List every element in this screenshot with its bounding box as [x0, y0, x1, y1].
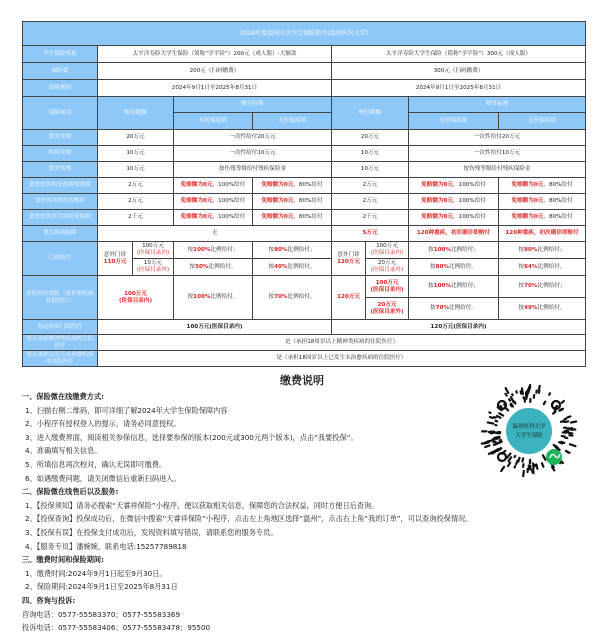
list-item: 5、所填信息再次校对，确认无误即可缴费。 [22, 458, 472, 472]
section-heading: 缴费说明 [0, 374, 604, 388]
deductible-text: 免赔额为0元 [261, 214, 293, 220]
cell [174, 259, 253, 276]
cell [253, 276, 332, 320]
t: 按 [428, 283, 434, 289]
cell [174, 178, 253, 194]
cell-text: (医保目录外) [371, 267, 403, 273]
cell-text: 110万元 [104, 259, 127, 265]
table-row [23, 130, 586, 146]
cell: 按伤残等级给付残疾保险金 [174, 162, 332, 178]
cell [499, 259, 586, 276]
table-row [23, 46, 586, 63]
deductible-text: 免赔额为0元 [261, 182, 293, 188]
qr-module [506, 388, 509, 393]
qr-module [571, 421, 576, 422]
t: 100% [193, 247, 210, 253]
cell [366, 242, 409, 259]
cell: 一次性给付10万元 [409, 146, 586, 162]
cell [499, 210, 586, 226]
row-label: 疾病身故 [23, 146, 98, 162]
qr-module [566, 421, 569, 422]
t: 64% [524, 264, 537, 270]
table-row [23, 146, 586, 162]
header-with-insurance: 有医保报销 [174, 113, 253, 130]
table-row [23, 242, 586, 259]
t: 比例给付。 [538, 305, 566, 311]
cell: 120万元 [332, 276, 366, 320]
cell-text: (医保目录内) [119, 298, 152, 304]
deductible-text: 免赔额为0元 [421, 198, 453, 204]
table-row [23, 194, 586, 210]
qr-module [539, 391, 540, 393]
t: 70% [436, 305, 449, 311]
header-standard: 赔付标准 [409, 97, 586, 113]
qr-module [509, 457, 512, 461]
qr-module [499, 413, 503, 415]
qr-module [493, 442, 495, 443]
cell-text: (医保目录外) [137, 267, 169, 273]
t: 比例给付； [451, 283, 479, 289]
t: 40% [274, 264, 287, 270]
qr-module [516, 461, 517, 464]
t: 比例给付。 [449, 264, 477, 270]
section-title: 四、咨询与投诉: [22, 594, 472, 608]
row-label: 重大疾病保障 [23, 226, 98, 242]
qr-module [485, 446, 489, 448]
list-item: 3、进入缴费界面，阅读相关参保信息，选择要参保的版本(200元或300元两个版本)，点击“我要投保”。 [22, 431, 472, 445]
table-row [23, 63, 586, 80]
t: 100% [434, 247, 451, 253]
cell: 2万元 [332, 178, 409, 194]
table-row [23, 276, 586, 298]
t: 比例给付。 [288, 294, 316, 300]
cell [409, 194, 499, 210]
qr-module [496, 442, 501, 444]
cell [409, 276, 499, 298]
cell [366, 259, 409, 276]
plan-a-name: 太平洋寿险大学生保险（简称“学平险”）200元（成人版）-大额款 [98, 46, 332, 63]
cell-text: 100万元 [376, 280, 399, 286]
deductible-text: 免赔额为0元 [511, 182, 543, 188]
row-label: 是否承担以发生未治愈疾病的住院医疗 [23, 351, 98, 367]
deductible-text: 免赔额为0元 [181, 198, 213, 204]
qr-module [522, 388, 523, 394]
cell [98, 242, 133, 276]
qr-module [544, 402, 545, 404]
pay-text: ，80%给付 [293, 214, 322, 220]
cell-text: 100万元 [142, 243, 164, 249]
cell [133, 242, 174, 259]
cell: 2千元 [98, 210, 174, 226]
list-item: 2、【投保查询】投保成功后，在微信中搜索“天睿祥保险”小程序，点击左上角地区选择“温州”，点击右上角“我的订单”，可以查询投保情况。 [22, 512, 472, 526]
pay-text: ，100%给付 [213, 182, 246, 188]
t: 按 [519, 264, 525, 270]
qr-module [509, 399, 510, 400]
header-item: 保障项目 [23, 97, 98, 130]
cell [499, 276, 586, 298]
cell-text: (医保目录内) [370, 287, 403, 293]
table-row [23, 210, 586, 226]
t: 80% [436, 264, 449, 270]
qr-module [508, 463, 510, 466]
qr-module [565, 419, 567, 420]
qr-module [505, 394, 506, 396]
header-standard: 赔付标准 [174, 97, 332, 113]
header-without-insurance: 无医保报销 [253, 113, 332, 130]
qr-module [495, 421, 497, 422]
complaint-phone: 投诉电话：0577-55583406；0577-55583478；95500 [22, 621, 472, 635]
cell [499, 178, 586, 194]
cell-text: (医保目录内) [137, 250, 169, 256]
cell: 100万元(医保目录内) [98, 320, 332, 335]
t: 按 [519, 283, 525, 289]
t: 按 [269, 247, 275, 253]
cell [174, 210, 253, 226]
cell-text: (医保目录内) [371, 250, 403, 256]
t: 100% [193, 294, 210, 300]
cell-text: 100万元 [376, 243, 398, 249]
qr-module [553, 412, 555, 414]
cell [133, 259, 174, 276]
t: 100% [434, 283, 451, 289]
t: 按 [188, 247, 194, 253]
cell: 2万元 [98, 194, 174, 210]
pay-text: ，100%给付 [453, 198, 486, 204]
list-item: 6、如遇缴费问题，请关闭微信后重新扫码进入。 [22, 472, 472, 486]
plan-b-name: 太平洋寿险大学生保险（简称“学平险”）300元（成人版） [332, 46, 586, 63]
cell [332, 242, 366, 276]
cell [366, 276, 409, 298]
t: 按 [519, 305, 525, 311]
t: 49% [524, 305, 537, 311]
plan-b-premium: 300元（扫码缴费） [332, 63, 586, 80]
row-label: 意外伤害的牙齿修复费用 [23, 178, 98, 194]
cell: 120种重疾，初次确诊即赔付 [409, 226, 499, 242]
pay-text: ，80%给付 [543, 198, 572, 204]
cell: 无 [98, 226, 332, 242]
cell [253, 194, 332, 210]
cell: 10万元 [98, 146, 174, 162]
plan-a-premium: 200元（扫码缴费） [98, 63, 332, 80]
t: 80% [524, 247, 537, 253]
qr-module [559, 442, 562, 443]
qr-module [522, 458, 523, 461]
cell: 20万元 [98, 130, 174, 146]
cell: 120种重疾，初次确诊即赔付 [499, 226, 586, 242]
row-label: 保险期间 [23, 80, 98, 97]
qr-module [567, 452, 569, 453]
t: 70% [274, 294, 287, 300]
cell: 20万元 [332, 130, 409, 146]
pay-text: ，80%给付 [293, 198, 322, 204]
svg-text:温州医科大学: 温州医科大学 [512, 422, 546, 430]
list-item: 2、小程序有授权登入的提示，请务必同意授权。 [22, 417, 472, 431]
section-title: 三、缴费时间和保险期间: [22, 553, 472, 567]
t: 比例给付； [538, 283, 566, 289]
qr-module [506, 408, 508, 410]
cell [409, 178, 499, 194]
section-title: 一、保险微在线缴费方式: [22, 390, 472, 404]
qr-module [493, 438, 498, 439]
qr-module [488, 422, 494, 423]
cell [174, 194, 253, 210]
t: 按 [188, 294, 194, 300]
deductible-text: 免赔额为0元 [181, 214, 213, 220]
qr-module [568, 416, 571, 417]
cell [253, 259, 332, 276]
cell: 一次性给付10万元 [174, 146, 332, 162]
header-limit: 赔付限额 [332, 97, 409, 130]
table-row [23, 351, 586, 367]
qr-module [539, 386, 540, 390]
row-label: 住院医疗保险（意外和疾病住院医疗） [23, 276, 98, 320]
qr-module [562, 401, 564, 403]
qr-module [523, 471, 524, 476]
header-without-insurance: 无医保报销 [499, 113, 586, 130]
table-row [23, 320, 586, 335]
qr-module [542, 463, 543, 466]
pay-text: ，100%给付 [453, 182, 486, 188]
cell-text: 10万元 [144, 260, 162, 266]
cell: 5万元 [332, 226, 409, 242]
cell [409, 210, 499, 226]
cell-text: 20万元 [378, 302, 397, 308]
plan-b-period: 2024年9月1日至2025年8月31日 [332, 80, 586, 97]
row-label: 特定疾病门诊医疗 [23, 320, 98, 335]
cell [98, 276, 174, 320]
t: 按 [428, 247, 434, 253]
cell [253, 178, 332, 194]
svg-text:大学生保险: 大学生保险 [515, 431, 543, 439]
cell-text: 意外门诊 [104, 252, 126, 258]
t: 按 [519, 247, 525, 253]
insurance-table [22, 21, 586, 367]
cell: 2万元 [332, 194, 409, 210]
qr-module [543, 455, 546, 460]
wechat-miniprogram-icon [546, 449, 562, 465]
qr-module [533, 463, 534, 468]
t: 比例给付； [288, 247, 316, 253]
t: 按 [430, 264, 436, 270]
t: 比例给付； [538, 247, 566, 253]
list-item: 4、准确填写相关信息。 [22, 444, 472, 458]
deductible-text: 免赔额为0元 [511, 214, 543, 220]
qr-module [549, 393, 550, 395]
deductible-text: 免赔额为0元 [261, 198, 293, 204]
qr-module [570, 444, 576, 446]
row-label: 学生保险体系 [23, 46, 98, 63]
qr-module [560, 409, 562, 411]
qr-module [497, 416, 501, 418]
cell: 是（承担18周岁以上精神类疾病的住院医疗） [98, 335, 586, 351]
cell [499, 194, 586, 210]
qr-module [536, 464, 537, 468]
qr-module [501, 467, 504, 471]
deductible-text: 免赔额为0元 [421, 182, 453, 188]
pay-text: ，80%给付 [543, 214, 572, 220]
row-label: 保险费 [23, 63, 98, 80]
qr-module [510, 405, 511, 407]
row-label: 意外伤残 [23, 162, 98, 178]
t: 80% [274, 247, 287, 253]
qr-module [515, 402, 516, 404]
qr-module [511, 397, 513, 401]
cell: 一次性给付20万元 [409, 130, 586, 146]
section-title: 二、保险微在线售后以及服务: [22, 485, 472, 499]
pay-text: ，100%给付 [213, 198, 246, 204]
t: 70% [524, 283, 537, 289]
cell [253, 210, 332, 226]
list-item: 2、保险期间:2024年9月1日至2025年8月31日 [22, 580, 472, 594]
cell [366, 298, 409, 320]
plan-a-period: 2024年9月1日至2025年8月31日 [98, 80, 332, 97]
pay-text: ，100%给付 [453, 214, 486, 220]
t: 比例给付。 [538, 264, 566, 270]
notes-body [22, 390, 472, 635]
pay-text: ，80%给付 [293, 182, 322, 188]
cell [409, 242, 499, 259]
table-row [23, 162, 586, 178]
t: 按 [190, 264, 196, 270]
cell: 2万元 [98, 178, 174, 194]
deductible-text: 免赔额为0元 [421, 214, 453, 220]
row-label: 是否承担精神类疾病的住院医疗 [23, 335, 98, 351]
cell [499, 242, 586, 259]
row-label: 门诊医疗 [23, 242, 98, 276]
cell: 10万元 [332, 162, 409, 178]
pay-text: ，80%给付 [543, 182, 572, 188]
qr-module [500, 406, 501, 407]
list-item: 3、【投保有误】在投保支付成功后，发现资料填写错误，请联系您的服务专员。 [22, 526, 472, 540]
consult-phone: 咨询电话：0577-55583370；0577-55583369 [22, 608, 472, 622]
cell: 一次性给付20万元 [174, 130, 332, 146]
pay-text: ，100%给付 [213, 214, 246, 220]
cell: 按伤残等级给付残疾保险金 [409, 162, 586, 178]
cell-text: (医保目录外) [370, 309, 403, 315]
deductible-text: 免赔额为0元 [511, 198, 543, 204]
list-item: 4、【服务专员】潘婉婉，联系电话:15257789818 [22, 540, 472, 554]
table-row [23, 335, 586, 351]
list-item: 1、扫描右侧二维码，即可详细了解2024年大学生保险保障内容 [22, 404, 472, 418]
cell [409, 298, 499, 320]
header-with-insurance: 有医保报销 [409, 113, 499, 130]
row-label: 意外身故 [23, 130, 98, 146]
cell [174, 242, 253, 259]
t: 按 [430, 305, 436, 311]
cell: 10万元 [332, 146, 409, 162]
t: 比例给付。 [288, 264, 316, 270]
row-label: 意外伤害的美容整形 [23, 194, 98, 210]
cell [174, 276, 253, 320]
table-row [23, 178, 586, 194]
header-limit: 赔付限额 [98, 97, 174, 130]
list-item: 1、缴费时间:2024年9月1日起至9月30日。 [22, 567, 472, 581]
mini-program-qr-code[interactable] [470, 383, 588, 483]
cell-text: 120万元 [337, 259, 360, 265]
qr-module [494, 417, 496, 418]
cell: 120万元(医保目录内) [332, 320, 586, 335]
qr-module [515, 456, 516, 457]
list-item: 1、【投保须知】请务必搜索“天睿祥保险”小程序，便以获取相关信息，保障您的合法权益，同时方便日后查询。 [22, 499, 472, 513]
cell-text: 100万元 [124, 291, 147, 297]
cell: 10万元 [98, 162, 174, 178]
cell [409, 259, 499, 276]
qr-module [490, 417, 493, 418]
cell-text: 20万元 [378, 260, 396, 266]
t: 比例给付； [210, 247, 238, 253]
t: 比例给付。 [449, 305, 477, 311]
cell: 是（承担18周岁以上已发生未治愈疾病的住院医疗） [98, 351, 586, 367]
cell: 2千元 [332, 210, 409, 226]
cell-text: 意外门诊 [337, 252, 359, 258]
deductible-text: 免赔额为0元 [181, 182, 213, 188]
table-row [23, 80, 586, 97]
t: 50% [195, 264, 208, 270]
t: 比例给付； [451, 247, 479, 253]
qr-module [557, 449, 558, 450]
t: 比例给付。 [209, 264, 237, 270]
table-title: 2024年度温州市大学生保险简介(温州医科大学) [23, 22, 586, 46]
qr-code-pattern-icon [470, 383, 588, 483]
t: 按 [269, 294, 275, 300]
t: 比例给付。 [210, 294, 238, 300]
cell [499, 298, 586, 320]
t: 按 [269, 264, 275, 270]
table-row [23, 226, 586, 242]
cell [253, 242, 332, 259]
row-label: 意外伤害狂犬病疫苗接种 [23, 210, 98, 226]
